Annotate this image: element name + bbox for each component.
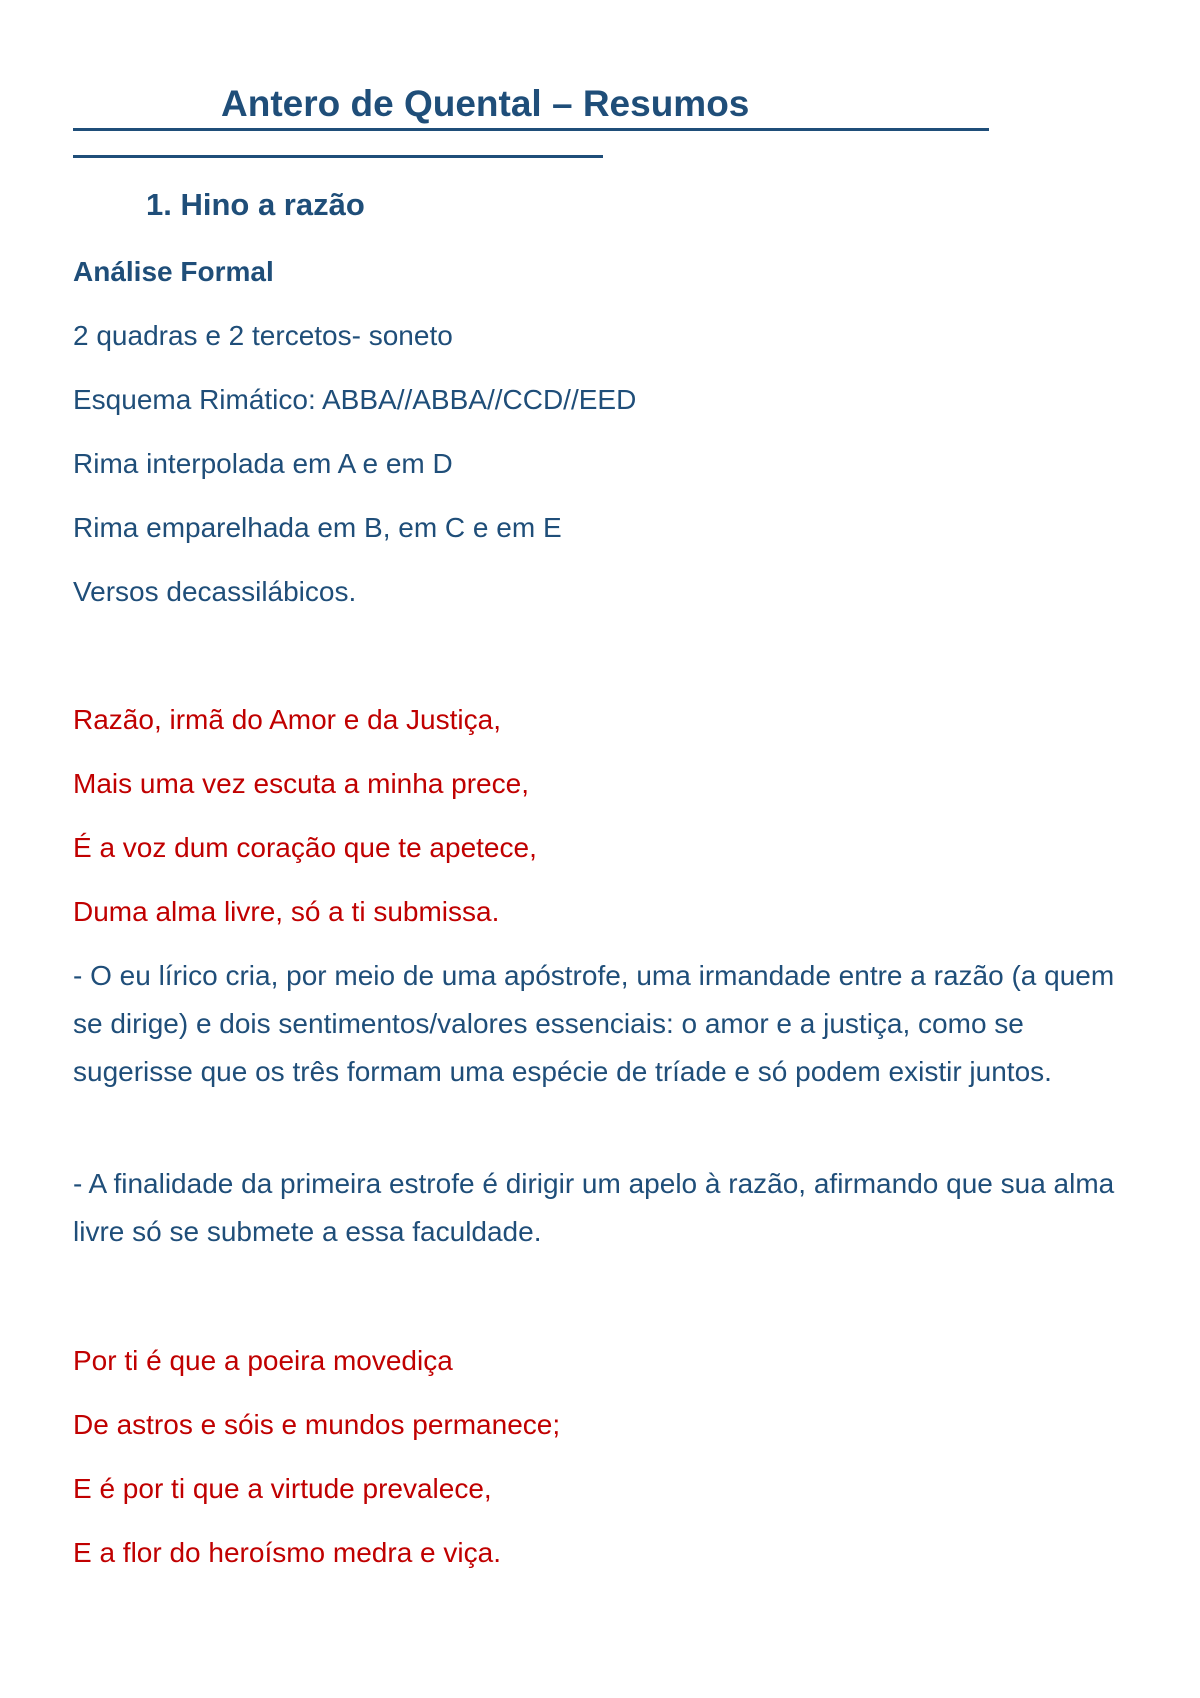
- document-title: Antero de Quental – Resumos: [221, 83, 750, 124]
- formal-line: Rima emparelhada em B, em C e em E: [73, 512, 562, 543]
- formal-line: 2 quadras e 2 tercetos- soneto: [73, 320, 453, 351]
- verse-line: É a voz dum coração que te apetece,: [73, 832, 537, 863]
- commentary-paragraph: - O eu lírico cria, por meio de uma apóstrofe, uma irmandade entre a razão (a quem se dirige) e dois sentimentos/valores essenciais: o amor e a justiça, como se sugerisse que os três formam uma espécie de tríade e só podem existir juntos.: [73, 960, 1115, 1087]
- verse-line: E é por ti que a virtude prevalece,: [73, 1473, 492, 1504]
- title-underline: [73, 80, 989, 131]
- verse-line: De astros e sóis e mundos permanece;: [73, 1409, 561, 1440]
- section-heading: 1. Hino a razão: [146, 187, 365, 222]
- formal-line: Versos decassilábicos.: [73, 576, 357, 607]
- formal-analysis-heading: Análise Formal: [73, 256, 274, 287]
- verse-line: E a flor do heroísmo medra e viça.: [73, 1537, 501, 1568]
- verse-line: Mais uma vez escuta a minha prece,: [73, 768, 529, 799]
- title-rule: [73, 155, 603, 158]
- verse-line: Por ti é que a poeira movediça: [73, 1345, 453, 1376]
- formal-line: Rima interpolada em A e em D: [73, 448, 453, 479]
- verse-line: Razão, irmã do Amor e da Justiça,: [73, 704, 501, 735]
- formal-line: Esquema Rimático: ABBA//ABBA//CCD//EED: [73, 384, 637, 415]
- verse-line: Duma alma livre, só a ti submissa.: [73, 896, 500, 927]
- commentary-paragraph: - A finalidade da primeira estrofe é dirigir um apelo à razão, afirmando que sua alma livre só se submete a essa faculdade.: [73, 1168, 1115, 1247]
